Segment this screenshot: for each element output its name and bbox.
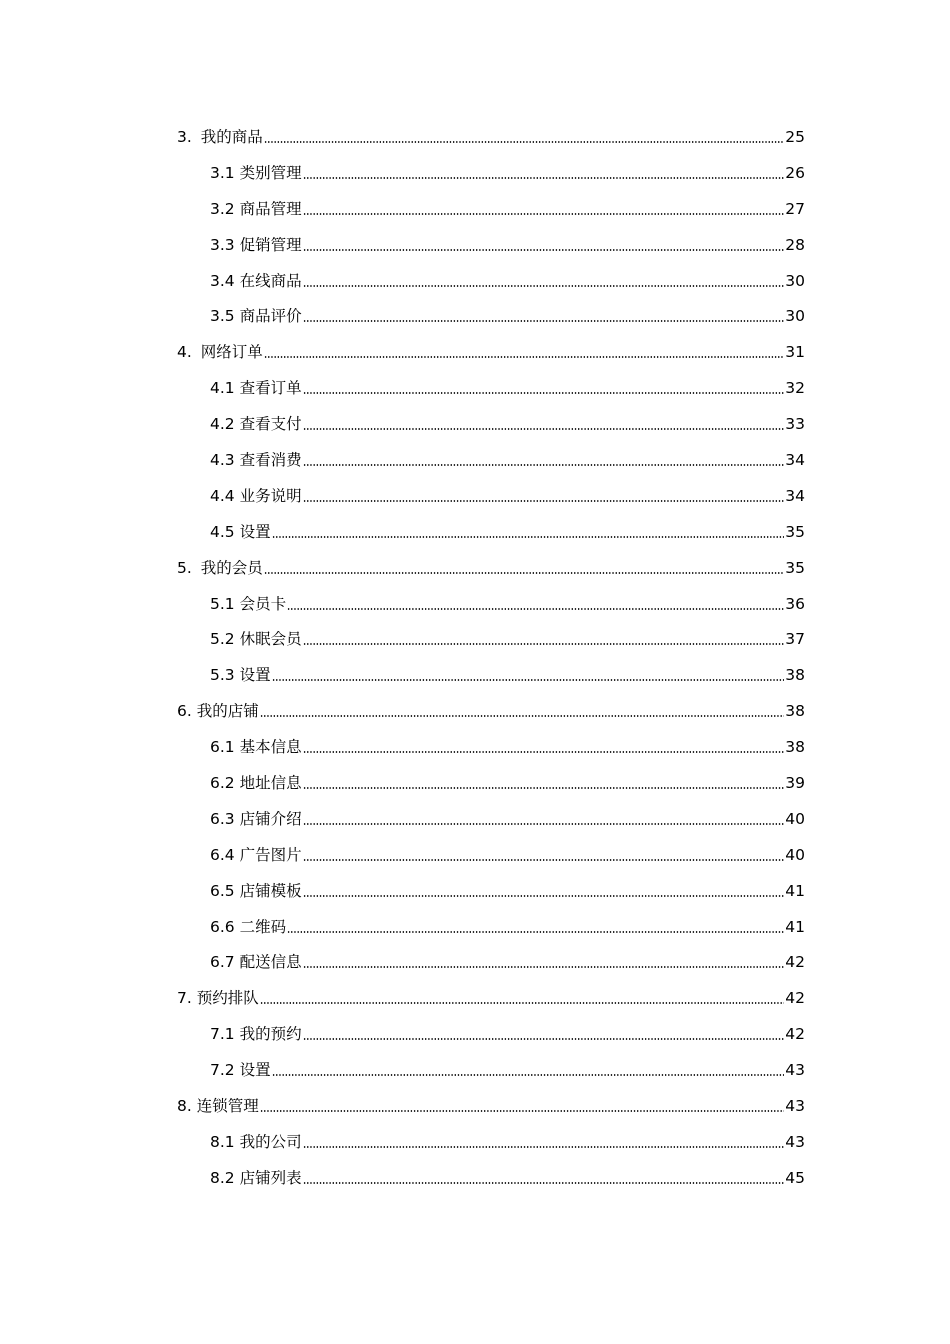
toc-subsection-link[interactable] [210,773,805,793]
dot-leader [303,1038,785,1040]
toc-entry-title: 店铺介绍 [239,809,302,828]
toc-entry-title: 二维码 [239,917,287,936]
toc-entry-title: 我的公司 [239,1132,302,1151]
toc-entry-title: 预约排队 [196,989,259,1008]
toc-subsection-link[interactable] [210,917,805,937]
toc-entry-number: 5.3 [210,666,235,685]
toc-page-number: 43 [785,1097,805,1116]
toc-entry-number: 8.1 [210,1132,235,1151]
toc-page-number: 28 [785,235,805,254]
toc-section-link[interactable] [177,988,805,1008]
toc-subsection-link[interactable] [210,235,805,255]
toc-row [0,980,950,1016]
toc-entry-number: 6. [177,702,192,721]
toc-entry-title: 我的预约 [239,1025,302,1044]
toc-page-number: 31 [785,343,805,362]
toc-subsection-link[interactable] [210,737,805,757]
toc-entry-title: 查看支付 [239,415,302,434]
toc-page-number: 27 [785,199,805,218]
toc-subsection-link[interactable] [210,594,805,614]
dot-leader [303,787,785,789]
toc-section-link[interactable] [177,701,805,721]
toc-entry-number: 3.2 [210,199,235,218]
toc-page-number: 34 [785,486,805,505]
toc-entry-number: 6.3 [210,809,235,828]
toc-subsection-link[interactable] [210,1024,805,1044]
toc-entry-number: 8. [177,1097,192,1116]
toc-entry-title: 店铺模板 [239,881,302,900]
toc-subsection-link[interactable] [210,306,805,326]
toc-row [0,263,950,299]
toc-entry-number: 7. [177,989,192,1008]
toc-entry-number: 4.2 [210,415,235,434]
toc-row [0,586,950,622]
toc-page-number: 38 [785,702,805,721]
dot-leader [303,643,785,645]
dot-leader [264,141,784,143]
toc-row [0,227,950,263]
toc-page-number: 32 [785,379,805,398]
toc-row [0,478,950,514]
toc-entry-number: 4. [177,343,192,362]
toc-entry-number: 8.2 [210,1168,235,1187]
toc-section-link[interactable] [177,342,805,362]
toc-entry-title: 网络订单 [200,343,263,362]
toc-page-number: 38 [785,738,805,757]
toc-row [0,514,950,550]
toc-entry-number: 3.3 [210,235,235,254]
toc-row [0,334,950,370]
toc-row [0,621,950,657]
dot-leader [264,356,784,358]
toc-entry-number: 6.1 [210,738,235,757]
toc-entry-number: 5.1 [210,594,235,613]
toc-row [0,191,950,227]
toc-entry-number: 5.2 [210,630,235,649]
toc-entry-number: 6.7 [210,953,235,972]
toc-row [0,442,950,478]
toc-entry-title: 促销管理 [239,235,302,254]
toc-subsection-link[interactable] [210,1168,805,1188]
toc-row [0,909,950,945]
toc-entry-number: 7.2 [210,1061,235,1080]
toc-row [0,370,950,406]
toc-subsection-link[interactable] [210,881,805,901]
dot-leader [303,751,785,753]
toc-entry-title: 我的店铺 [196,702,259,721]
toc-page-number: 40 [785,809,805,828]
toc-entry-title: 配送信息 [239,953,302,972]
dot-leader [260,715,784,717]
toc-page-number: 41 [785,881,805,900]
toc-entry-number: 4.4 [210,486,235,505]
toc-page-number: 45 [785,1168,805,1187]
toc-subsection-link[interactable] [210,1132,805,1152]
toc-row [0,1052,950,1088]
toc-page-number: 43 [785,1132,805,1151]
toc-subsection-link[interactable] [210,809,805,829]
toc-row [0,801,950,837]
toc-entry-title: 设置 [239,522,271,541]
toc-entry-title: 我的商品 [200,128,263,146]
toc-entry-number: 3.5 [210,307,235,326]
toc-page-number: 38 [785,666,805,685]
toc-row [0,1088,950,1124]
toc-entry-number: 6.6 [210,917,235,936]
table-of-contents [0,119,950,1196]
dot-leader [272,1074,785,1076]
dot-leader [287,608,784,610]
dot-leader [303,428,785,430]
toc-entry-title: 广告图片 [239,845,302,864]
toc-page-number: 30 [785,271,805,290]
toc-entry-number: 3. [177,128,192,146]
toc-row [0,406,950,442]
toc-row [0,1124,950,1160]
toc-subsection-link[interactable] [210,522,805,542]
toc-subsection-link[interactable] [210,271,805,291]
toc-entry-title: 商品管理 [239,199,302,218]
toc-row [0,729,950,765]
toc-page-number: 43 [785,1061,805,1080]
toc-entry-title: 设置 [239,1061,271,1080]
dot-leader [303,320,785,322]
toc-entry-title: 连锁管理 [196,1097,259,1116]
toc-page-number: 39 [785,774,805,793]
toc-row [0,1016,950,1052]
toc-subsection-link[interactable] [210,1060,805,1080]
toc-row [0,765,950,801]
toc-page-number: 33 [785,415,805,434]
dot-leader [303,213,785,215]
toc-entry-number: 6.5 [210,881,235,900]
toc-entry-number: 4.5 [210,522,235,541]
toc-subsection-link[interactable] [210,665,805,685]
dot-leader [303,966,785,968]
toc-row [0,155,950,191]
toc-entry-title: 会员卡 [239,594,287,613]
toc-entry-number: 7.1 [210,1025,235,1044]
toc-row [0,1160,950,1196]
dot-leader [303,177,785,179]
toc-entry-title: 查看消费 [239,451,302,470]
dot-leader [303,895,785,897]
toc-page-number: 42 [785,989,805,1008]
dot-leader [303,1146,785,1148]
toc-entry-title: 我的会员 [200,558,263,577]
toc-entry-title: 在线商品 [239,271,302,290]
toc-row [0,550,950,586]
toc-entry-title: 查看订单 [239,379,302,398]
toc-page-number: 36 [785,594,805,613]
dot-leader [303,285,785,287]
toc-section-link[interactable] [177,127,805,147]
toc-row [0,657,950,693]
dot-leader [272,679,785,681]
toc-entry-number: 6.4 [210,845,235,864]
toc-subsection-link[interactable] [210,629,805,649]
toc-entry-title: 类别管理 [239,163,302,182]
dot-leader [272,536,785,538]
toc-subsection-link[interactable] [210,414,805,434]
toc-page-number: 34 [785,451,805,470]
dot-leader [287,931,784,933]
toc-entry-title: 店铺列表 [239,1168,302,1187]
toc-row [0,873,950,909]
toc-subsection-link[interactable] [210,486,805,506]
dot-leader [264,572,784,574]
toc-subsection-link[interactable] [210,845,805,865]
dot-leader [303,249,785,251]
toc-subsection-link[interactable] [210,952,805,972]
toc-entry-number: 3.1 [210,163,235,182]
toc-row [0,119,950,155]
toc-page-number: 42 [785,1025,805,1044]
toc-page-number: 40 [785,845,805,864]
toc-entry-number: 6.2 [210,774,235,793]
toc-page-number: 41 [785,917,805,936]
toc-subsection-link[interactable] [210,450,805,470]
toc-subsection-link[interactable] [210,199,805,219]
toc-entry-title: 设置 [239,666,271,685]
dot-leader [303,823,785,825]
dot-leader [260,1002,784,1004]
toc-row [0,944,950,980]
toc-section-link[interactable] [177,558,805,578]
dot-leader [303,1182,785,1184]
toc-entry-title: 基本信息 [239,738,302,757]
toc-entry-number: 4.1 [210,379,235,398]
dot-leader [303,500,785,502]
toc-page-number: 35 [785,558,805,577]
toc-row [0,298,950,334]
toc-page-number: 42 [785,953,805,972]
toc-row [0,693,950,729]
toc-subsection-link[interactable] [210,378,805,398]
toc-page-number: 30 [785,307,805,326]
dot-leader [303,464,785,466]
toc-page-number: 37 [785,630,805,649]
toc-section-link[interactable] [177,1096,805,1116]
toc-entry-title: 业务说明 [239,486,302,505]
dot-leader [260,1110,784,1112]
toc-entry-number: 3.4 [210,271,235,290]
toc-entry-title: 商品评价 [239,307,302,326]
toc-entry-title: 地址信息 [239,774,302,793]
dot-leader [303,859,785,861]
toc-page-number: 26 [785,163,805,182]
toc-page-number: 25 [785,128,805,146]
toc-subsection-link[interactable] [210,163,805,183]
toc-page-number: 35 [785,522,805,541]
toc-row [0,837,950,873]
toc-entry-number: 4.3 [210,451,235,470]
dot-leader [303,392,785,394]
toc-entry-title: 休眠会员 [239,630,302,649]
toc-entry-number: 5. [177,558,192,577]
